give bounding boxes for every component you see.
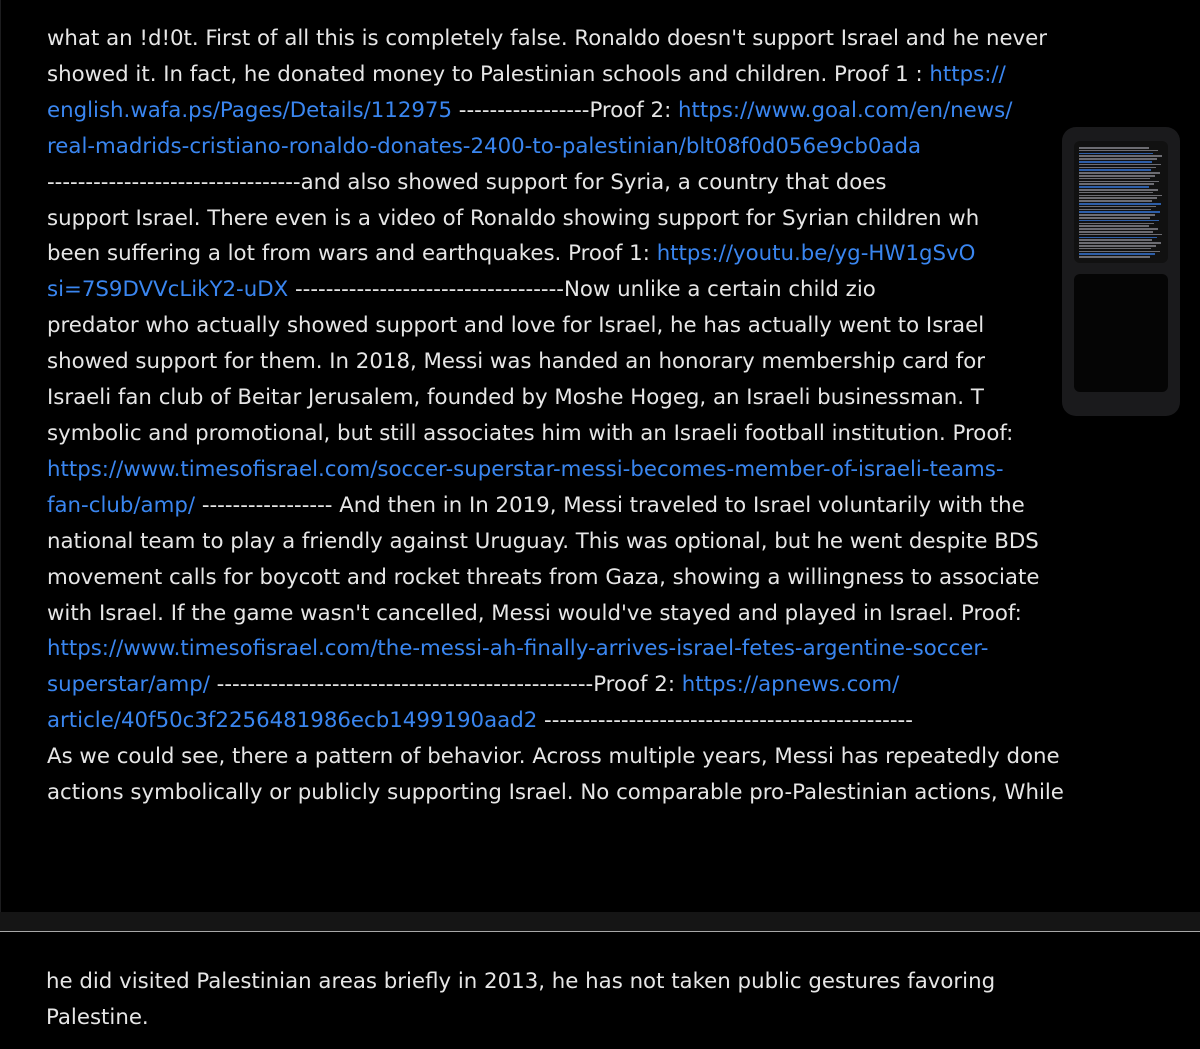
preview-text-line <box>1079 200 1152 202</box>
comment-line <box>47 631 1171 667</box>
preview-text-line <box>1079 153 1153 155</box>
preview-text-line <box>1079 172 1160 174</box>
comment-link[interactable]: superstar/amp/ <box>47 672 210 698</box>
comment-link[interactable]: si=7S9DVVcLikY2-uDX <box>47 277 289 303</box>
comment-text-span: predator who actually showed support and love for Israel, he has actually went to Israel <box>47 313 985 339</box>
preview-text-line <box>1079 192 1153 194</box>
comment-text-span: ---------------------------------and also showed support for Syria, a country that does <box>47 169 887 195</box>
preview-text-line <box>1079 164 1161 166</box>
comment-line <box>47 236 1171 272</box>
preview-text-line <box>1079 161 1152 163</box>
page-preview-thumbnail-icon[interactable] <box>1074 141 1168 263</box>
continuation-line: he did visited Palestinian areas briefly in 2013, he has not taken public gestures favoring <box>46 969 996 994</box>
preview-text-line <box>1079 239 1152 241</box>
comment-text-span: been suffering a lot from wars and earthquakes. Proof 1: <box>47 241 657 267</box>
comment-line <box>47 524 1171 560</box>
comment-text-span: what an !d!0t. First of all this is completely false. Ronaldo doesn't support Israel and he never <box>47 26 1048 51</box>
comment-text-span: with Israel. If the game wasn't cancelled, Messi would've stayed and played in Israel. Proof: <box>47 600 1022 626</box>
preview-text-line <box>1079 195 1162 197</box>
comment-line <box>47 93 1171 129</box>
preview-text-line <box>1079 253 1155 255</box>
preview-text-line <box>1079 242 1161 244</box>
comment-text-span: showed support for them. In 2018, Messi was handed an honorary membership card for <box>47 349 985 375</box>
comment-text-span: -----------------------------------Now unlike a certain child zio <box>288 277 876 303</box>
comment-line <box>47 488 1171 524</box>
comment-text-span: support Israel. There even is a video of Ronaldo showing support for Syrian children wh <box>47 205 980 231</box>
preview-text-line <box>1079 186 1149 188</box>
comment-line <box>47 308 1171 344</box>
comment-line <box>47 452 1171 488</box>
preview-text-line <box>1079 155 1162 157</box>
comment-link[interactable]: https://youtu.be/yg-HW1gSvO <box>656 241 976 267</box>
preview-text-line <box>1079 217 1150 219</box>
preview-text-line <box>1079 211 1160 213</box>
comment-line <box>47 380 1171 416</box>
preview-text-line <box>1079 175 1155 177</box>
comment-line <box>47 775 1171 811</box>
comment-line <box>47 739 1171 775</box>
comment-text-span: national team to play a friendly against Uruguay. This was optional, but he went despite BDS <box>47 528 1039 554</box>
preview-text-line <box>1079 206 1156 208</box>
comment-text-span: ------------------------------------------------ <box>537 708 913 734</box>
comment-link[interactable]: https://www.timesofisrael.com/the-messi-ah-finally-arrives-israel-fetes-argentine-soccer- <box>47 636 989 662</box>
preview-text-line <box>1079 248 1151 250</box>
comment-link[interactable]: english.wafa.ps/Pages/Details/112975 <box>47 97 453 123</box>
preview-text-line <box>1079 147 1149 149</box>
comment-link[interactable]: https:// <box>929 61 1006 87</box>
page-preview-thumbnail-icon[interactable] <box>1074 274 1168 392</box>
comment-text-span: actions symbolically or publicly supporting Israel. No comparable pro-Palestinian actions, While <box>47 780 1064 806</box>
comment-line <box>47 703 1171 739</box>
comment-link[interactable]: real-madrids-cristiano-ronaldo-donates-2400-to-palestinian/blt08f0d056e9cb0ada <box>47 133 922 159</box>
comment-text-span: Israeli fan club of Beitar Jerusalem, founded by Moshe Hogeg, an Israeli businessman. T <box>47 385 984 411</box>
comment-line <box>47 201 1171 237</box>
comment-line <box>47 21 1171 57</box>
comment-line <box>47 416 1171 452</box>
comment-text-span: As we could see, there a pattern of behavior. Across multiple years, Messi has repeatedly done <box>47 744 1060 770</box>
preview-text-line <box>1079 158 1157 160</box>
preview-text-line <box>1079 203 1161 205</box>
comment-line <box>47 560 1171 596</box>
preview-text-line <box>1079 183 1154 185</box>
comment-text-span: movement calls for boycott and rocket threats from Gaza, showing a willingness to associate <box>47 564 1040 590</box>
preview-text-line <box>1079 178 1150 180</box>
preview-text-line <box>1079 245 1156 247</box>
comment-text-span: showed it. In fact, he donated money to Palestinian schools and children. Proof 1 : <box>47 61 930 87</box>
preview-text-line <box>1079 234 1162 236</box>
preview-text-line <box>1079 237 1157 239</box>
comment-line <box>47 272 1171 308</box>
comment-link[interactable]: https://www.timesofisrael.com/soccer-superstar-messi-becomes-member-of-israeli-teams- <box>47 456 1004 482</box>
comment-line <box>47 596 1171 632</box>
preview-text-line <box>1079 169 1151 171</box>
comment-line <box>47 344 1171 380</box>
comment-link[interactable]: https://www.goal.com/en/news/ <box>678 97 1013 123</box>
scroll-preview-popup[interactable] <box>1062 127 1180 416</box>
preview-text-line <box>1079 181 1159 183</box>
preview-text-line <box>1079 197 1157 199</box>
comment-line <box>47 129 1171 165</box>
preview-text-line <box>1079 214 1155 216</box>
comment-text-span: symbolic and promotional, but still associates him with an Israeli football institution. Proof: <box>47 420 1014 446</box>
comment-text-span: -------------------------------------------------Proof 2: <box>209 672 682 698</box>
comment-line <box>47 667 1171 703</box>
continuation-panel <box>0 932 1200 1049</box>
comment-link[interactable]: fan-club/amp/ <box>47 492 196 518</box>
preview-text-line <box>1079 231 1153 233</box>
preview-text-line <box>1079 189 1158 191</box>
preview-text-line <box>1079 167 1156 169</box>
separator-bar <box>0 912 1200 932</box>
preview-text-line <box>1079 209 1151 211</box>
preview-text-line <box>1079 251 1160 253</box>
preview-text-line <box>1079 256 1150 258</box>
comment-line <box>47 57 1171 93</box>
comment-text-span: ----------------- And then in In 2019, Messi traveled to Israel voluntarily with the <box>195 492 1025 518</box>
comment-text-span: -----------------Proof 2: <box>452 97 679 123</box>
comment-link[interactable]: article/40f50c3f2256481986ecb1499190aad2 <box>47 708 538 734</box>
continuation-line: Palestine. <box>46 1004 149 1030</box>
comment-body <box>47 21 1171 811</box>
continuation-text <box>46 964 995 1036</box>
preview-text-line <box>1079 225 1149 227</box>
preview-text-line <box>1079 150 1158 152</box>
comment-line <box>47 165 1171 201</box>
preview-text-line <box>1079 223 1154 225</box>
preview-text-line <box>1079 228 1158 230</box>
preview-text-line <box>1079 220 1159 222</box>
comment-link[interactable]: https://apnews.com/ <box>681 672 900 698</box>
